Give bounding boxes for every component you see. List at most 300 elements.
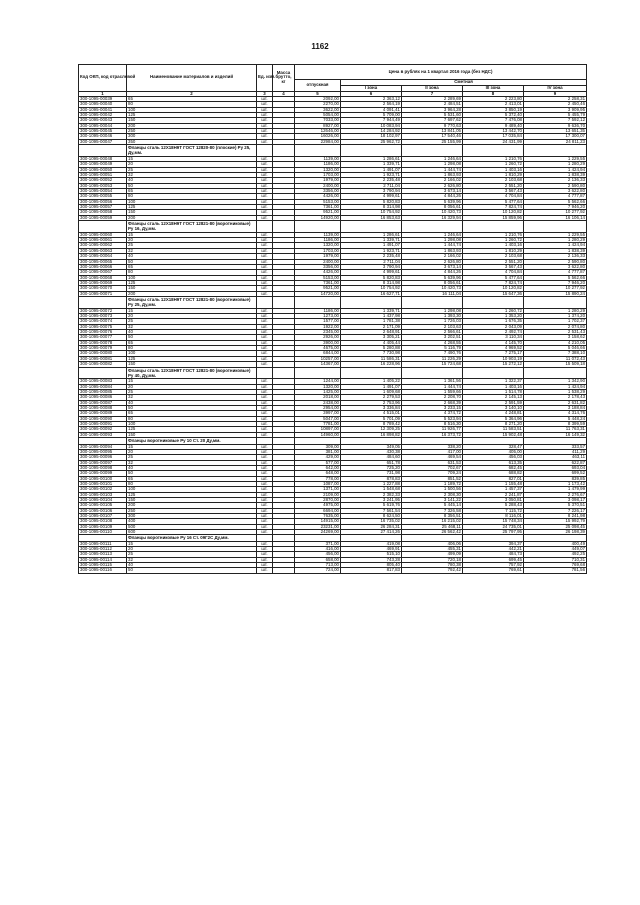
zone3-price-cell: 24 431,99 <box>463 139 524 144</box>
name-cell: 20 <box>127 162 257 167</box>
unit-cell: шт. <box>257 172 273 177</box>
zone1-price-cell: 4 405,44 <box>341 340 402 345</box>
name-cell: 150 <box>127 362 257 367</box>
zone3-price-cell: 1 210,76 <box>463 232 524 237</box>
zone3-price-cell: 394,37 <box>463 541 524 546</box>
zone3-price-cell: 3 110,34 <box>463 335 524 340</box>
zone3-price-cell: 3 567,43 <box>463 188 524 193</box>
zone2-price-cell: 5 523,94 <box>402 416 463 421</box>
zone1-price-cell: 2 564,19 <box>341 102 402 107</box>
zone1-price-cell: 878,83 <box>341 476 402 481</box>
release-price-cell: 4975,00 <box>295 503 341 508</box>
section-title: Фланцы воротниковые Ру 10 Ст. 20 Ду,мм. <box>127 438 257 444</box>
release-price-cell: 1979,00 <box>295 178 341 183</box>
name-cell: 32 <box>127 324 257 329</box>
empty-cell <box>295 145 341 157</box>
name-cell: 150 <box>127 118 257 123</box>
zone3-price-cell: 3 850,19 <box>463 107 524 112</box>
zone4-price-cell: 11 072,43 <box>524 356 587 361</box>
unit-cell: шт. <box>257 275 273 280</box>
zone2-price-cell: 792,42 <box>402 568 463 573</box>
unit-cell: шт. <box>257 444 273 449</box>
zone4-price-cell: 1 424,94 <box>524 243 587 248</box>
table-header <box>79 65 587 97</box>
unit-cell: шт. <box>257 264 273 269</box>
zone2-price-cell: 10 420,73 <box>402 286 463 291</box>
zone1-price-cell: 1 286,61 <box>341 156 402 161</box>
release-price-cell: 3900,00 <box>295 340 341 345</box>
release-price-cell: 9521,00 <box>295 286 341 291</box>
release-price-cell: 456,00 <box>295 552 341 557</box>
code-cell: 300-1095-00099 <box>79 471 127 476</box>
code-cell: 300-1095-00052 <box>79 178 127 183</box>
release-price-cell: 3622,00 <box>295 107 341 112</box>
zone4-price-cell: 2 450,46 <box>524 102 587 107</box>
zone3-price-cell: 442,21 <box>463 547 524 552</box>
zone2-price-cell: 1 361,56 <box>402 379 463 384</box>
release-price-cell: 5054,00 <box>295 112 341 117</box>
release-price-cell: 2109,00 <box>295 492 341 497</box>
zone4-price-cell: 5 455,79 <box>524 112 587 117</box>
zone2-price-cell: 631,53 <box>402 460 463 465</box>
zone4-price-cell: 7 226,17 <box>524 508 587 513</box>
zone2-price-cell: 1 246,64 <box>402 232 463 237</box>
zone1-price-cell: 5 709,00 <box>341 112 402 117</box>
code-cell: 300-1095-00056 <box>79 199 127 204</box>
release-price-cell: 2400,00 <box>295 183 341 188</box>
name-cell: 125 <box>127 492 257 497</box>
code-cell: 300-1095-00095 <box>79 449 127 454</box>
column-number: 8 <box>463 91 524 96</box>
release-price-cell: 1273,00 <box>295 314 341 319</box>
unit-cell: шт. <box>257 139 273 144</box>
empty-cell <box>463 220 524 232</box>
name-cell: 80 <box>127 346 257 351</box>
code-cell: 300-1095-00044 <box>79 123 127 128</box>
code-cell: 300-1095-00110 <box>79 530 127 535</box>
zone3-price-cell: 2 492,74 <box>463 330 524 335</box>
unit-cell: шт. <box>257 270 273 275</box>
release-price-cell: 9521,00 <box>295 210 341 215</box>
empty-cell <box>463 145 524 157</box>
zone1-price-cell: 2 648,91 <box>341 330 402 335</box>
zone2-price-cell: 8 056,61 <box>402 204 463 209</box>
unit-cell: шт. <box>257 449 273 454</box>
code-cell: 300-1095-00053 <box>79 183 127 188</box>
unit-cell: шт. <box>257 390 273 395</box>
empty-cell <box>524 145 587 157</box>
zone4-price-cell: 5 562,66 <box>524 275 587 280</box>
zone4-price-cell: 1 280,29 <box>524 308 587 313</box>
zone1-price-cell: 18 102,97 <box>341 134 402 139</box>
release-price-cell: 12646,00 <box>295 129 341 134</box>
zone1-price-cell: 7 944,49 <box>341 118 402 123</box>
zone3-price-cell: 1 260,72 <box>463 308 524 313</box>
empty-cell <box>524 220 587 232</box>
code-cell: 300-1095-00055 <box>79 194 127 199</box>
unit-cell: шт. <box>257 568 273 573</box>
zone2-price-cell: 2 208,70 <box>402 395 463 400</box>
zone4-price-cell: 7 946,20 <box>524 204 587 209</box>
code-cell: 300-1095-00090 <box>79 416 127 421</box>
unit-cell: шт. <box>257 362 273 367</box>
zone1-price-cell: 1 227,88 <box>341 481 402 486</box>
empty-cell <box>402 367 463 379</box>
unit-cell: шт. <box>257 102 273 107</box>
column-number: 6 <box>341 91 402 96</box>
code-cell: 300-1095-00113 <box>79 552 127 557</box>
release-price-cell: 4426,00 <box>295 194 341 199</box>
release-price-cell: 22984,00 <box>295 139 341 144</box>
name-cell: 50 <box>127 406 257 411</box>
release-price-cell: 14915,00 <box>295 519 341 524</box>
unit-cell: шт. <box>257 379 273 384</box>
zone4-price-cell: 25 098,45 <box>524 524 587 529</box>
code-cell: 300-1095-00097 <box>79 460 127 465</box>
zone3-price-cell: 9 489,40 <box>463 123 524 128</box>
release-price-cell: 309,00 <box>295 444 341 449</box>
section-title: Фланцы сталь 12Х18Н9Т ГОСТ 12821-80 (воротниковые) Ру 16, Ду,мм. <box>127 220 257 232</box>
zone2-price-cell: 2 103,63 <box>402 324 463 329</box>
unit-cell: шт. <box>257 188 273 193</box>
zone2-price-cell: 3 964,28 <box>402 107 463 112</box>
zone2-price-cell: 1 444,74 <box>402 167 463 172</box>
name-cell: 100 <box>127 422 257 427</box>
zone4-price-cell: 2 074,80 <box>524 324 587 329</box>
zone3-price-cell: 7 275,17 <box>463 351 524 356</box>
zone1-price-cell: 2 235,48 <box>341 178 402 183</box>
zone3-price-cell: 24 735,01 <box>463 524 524 529</box>
code-cell: 300-1095-00047 <box>79 139 127 144</box>
zone3-price-cell: 5 288,43 <box>463 503 524 508</box>
unit-cell: шт. <box>257 162 273 167</box>
code-cell: 300-1095-00088 <box>79 406 127 411</box>
column-number: 5 <box>295 91 341 96</box>
name-cell: 32 <box>127 248 257 253</box>
zone3-price-cell: 1 514,78 <box>463 390 524 395</box>
release-price-cell: 5153,00 <box>295 275 341 280</box>
zone3-price-cell: 7 115,72 <box>463 508 524 513</box>
zone4-price-cell: 2 590,80 <box>524 183 587 188</box>
name-cell: 400 <box>127 519 257 524</box>
name-cell: 100 <box>127 487 257 492</box>
zone4-price-cell: 13 651,35 <box>524 129 587 134</box>
release-price-cell: 1425,00 <box>295 390 341 395</box>
zone3-price-cell: 757,92 <box>463 563 524 568</box>
unit-cell: шт. <box>257 194 273 199</box>
code-cell: 300-1095-00100 <box>79 476 127 481</box>
zone3-price-cell: 328,47 <box>463 444 524 449</box>
zone3-price-cell: 3 140,10 <box>463 406 524 411</box>
unit-cell: шт. <box>257 481 273 486</box>
zone1-price-cell: 651,78 <box>341 460 402 465</box>
zone2-price-cell: 1 444,74 <box>402 384 463 389</box>
zone2-price-cell: 10 420,73 <box>402 210 463 215</box>
zone4-price-cell: 2 631,82 <box>524 400 587 405</box>
zone4-price-cell: 1 374,20 <box>524 314 587 319</box>
zone3-price-cell: 1 403,16 <box>463 384 524 389</box>
name-cell: 300 <box>127 134 257 139</box>
release-price-cell: 16026,00 <box>295 134 341 139</box>
empty-cell <box>402 296 463 308</box>
zone4-price-cell: 4 314,76 <box>524 411 587 416</box>
unit-cell: шт. <box>257 406 273 411</box>
zone1-price-cell: 5 280,88 <box>341 346 402 351</box>
zone3-price-cell: 2 551,20 <box>463 183 524 188</box>
zone4-price-cell: 3 098,17 <box>524 497 587 502</box>
zone2-price-cell: 13 841,05 <box>402 129 463 134</box>
zone1-price-cell: 2 711,04 <box>341 259 402 264</box>
name-cell: 50 <box>127 335 257 340</box>
zone4-price-cell: 1 280,29 <box>524 162 587 167</box>
zone1-price-cell: 4 091,41 <box>341 107 402 112</box>
zone4-price-cell: 24 811,23 <box>524 139 587 144</box>
zone2-price-cell: 4 268,55 <box>402 340 463 345</box>
release-price-cell: 14960,00 <box>295 432 341 437</box>
zone1-price-cell: 10 083,94 <box>341 123 402 128</box>
code-cell: 300-1095-00115 <box>79 563 127 568</box>
name-cell: 100 <box>127 199 257 204</box>
release-price-cell: 1186,00 <box>295 162 341 167</box>
release-price-cell: 3356,00 <box>295 188 341 193</box>
release-price-cell: 10257,00 <box>295 356 341 361</box>
zone3-price-cell: 3 050,81 <box>463 497 524 502</box>
name-cell: 125 <box>127 427 257 432</box>
unit-cell: шт. <box>257 411 273 416</box>
zone2-price-cell: 3 202,51 <box>402 335 463 340</box>
zone1-price-cell: 3 241,95 <box>341 497 402 502</box>
release-price-cell: 5153,00 <box>295 199 341 204</box>
release-price-cell: 23231,00 <box>295 524 341 529</box>
zone2-price-cell: 1 298,08 <box>402 162 463 167</box>
zone3-price-cell: 688,82 <box>463 471 524 476</box>
unit-cell: шт. <box>257 248 273 253</box>
empty-cell <box>524 296 587 308</box>
zone1-price-cell: 817,83 <box>341 568 402 573</box>
name-cell: 25 <box>127 167 257 172</box>
zone1-price-cell: 4 515,01 <box>341 411 402 416</box>
zone1-price-cell: 8 314,98 <box>341 204 402 209</box>
zone4-price-cell: 11 763,31 <box>524 427 587 432</box>
zone3-price-cell: 1 260,72 <box>463 162 524 167</box>
code-cell: 300-1095-00039 <box>79 96 127 101</box>
zone2-price-cell: 11 926,77 <box>402 427 463 432</box>
section-title: Фланцы сталь 12Х18Н9Т ГОСТ 12820-80 (плоские) Ру 25, Ду,мм. <box>127 145 257 157</box>
zone2-price-cell: 4 374,72 <box>402 411 463 416</box>
zone3-price-cell: 4 704,84 <box>463 194 524 199</box>
section-title: Фланцы сталь 12Х18Н9Т ГОСТ 12821-80 (воротниковые) Ру 40, Ду,мм. <box>127 367 257 379</box>
zone4-price-cell: 7 946,20 <box>524 280 587 285</box>
name-cell: 15 <box>127 379 257 384</box>
empty-cell <box>341 296 402 308</box>
zone1-price-cell: 8 624,50 <box>341 513 402 518</box>
name-cell: 50 <box>127 259 257 264</box>
price-group-header: Цена в рублях на 1 квартал 2016 года (без НДС) <box>295 65 587 80</box>
zone2-price-cell: 5 639,96 <box>402 199 463 204</box>
name-cell: 40 <box>127 254 257 259</box>
zone4-price-cell: 16 106,14 <box>524 215 587 220</box>
code-cell: 300-1095-00096 <box>79 455 127 460</box>
zone4-price-cell: 2 258,31 <box>524 96 587 101</box>
unit-cell: шт. <box>257 291 273 296</box>
release-price-cell: 1139,00 <box>295 232 341 237</box>
name-cell: 20 <box>127 314 257 319</box>
unit-cell: шт. <box>257 455 273 460</box>
zone1-price-cell: 2 235,48 <box>341 254 402 259</box>
column-number: 3 <box>257 91 273 96</box>
zone1-price-cell: 3 336,84 <box>341 406 402 411</box>
name-cell: 40 <box>127 400 257 405</box>
zone3-price-cell: 2 551,20 <box>463 259 524 264</box>
unit-cell: шт. <box>257 156 273 161</box>
unit-cell: шт. <box>257 134 273 139</box>
zone3-price-cell: 4 145,70 <box>463 340 524 345</box>
zone1-price-cell: 3 790,94 <box>341 264 402 269</box>
zone4-price-cell: 1 342,90 <box>524 379 587 384</box>
zone1-price-cell: 4 999,61 <box>341 194 402 199</box>
name-cell: 65 <box>127 264 257 269</box>
zone4-price-cell: 4 210,05 <box>524 340 587 345</box>
name-cell: 100 <box>127 275 257 280</box>
zone4-price-cell: 2 531,43 <box>524 330 587 335</box>
code-cell: 300-1095-00104 <box>79 497 127 502</box>
release-price-cell: 778,00 <box>295 476 341 481</box>
estimate-group-header: Сметная <box>341 80 587 86</box>
zone2-price-cell: 1 298,08 <box>402 238 463 243</box>
zone3-price-cell: 1 322,37 <box>463 379 524 384</box>
zone1-price-cell: 805,40 <box>341 563 402 568</box>
code-cell: 300-1095-00114 <box>79 557 127 562</box>
unit-cell: шт. <box>257 465 273 470</box>
release-price-cell: 648,00 <box>295 471 341 476</box>
unit-cell: шт. <box>257 308 273 313</box>
section-code-cell <box>79 367 127 379</box>
name-cell: 300 <box>127 513 257 518</box>
zone3-price-cell: 15 902,48 <box>463 432 524 437</box>
code-cell: 300-1095-00073 <box>79 314 127 319</box>
zone1-price-cell: 16 627,71 <box>341 291 402 296</box>
unit-cell: шт. <box>257 541 273 546</box>
unit-cell: шт. <box>257 204 273 209</box>
zone4-price-cell: 1 838,39 <box>524 248 587 253</box>
name-cell: 500 <box>127 524 257 529</box>
release-price-cell: 7781,00 <box>295 422 341 427</box>
name-cell: 20 <box>127 238 257 243</box>
zone2-price-cell: 5 116,79 <box>402 346 463 351</box>
zone1-price-cell: 484,60 <box>341 455 402 460</box>
zone1-price-cell: 3 305,21 <box>341 335 402 340</box>
zone2-price-cell: 2 484,51 <box>402 102 463 107</box>
code-cell: 300-1095-00092 <box>79 427 127 432</box>
release-price-cell: 1186,00 <box>295 308 341 313</box>
unit-cell: шт. <box>257 524 273 529</box>
release-price-cell: 416,00 <box>295 547 341 552</box>
zone2-price-cell: 8 356,51 <box>402 513 463 518</box>
mass-column-header: Масса брутто, кг <box>273 65 295 92</box>
unit-cell: шт. <box>257 497 273 502</box>
zone4-price-cell: 10 277,92 <box>524 286 587 291</box>
empty-cell <box>257 220 273 232</box>
code-cell: 300-1095-00061 <box>79 238 127 243</box>
name-cell: 25 <box>127 552 257 557</box>
column-number: 9 <box>524 91 587 96</box>
code-cell: 300-1095-00072 <box>79 308 127 313</box>
zone3-price-cell: 8 271,20 <box>463 422 524 427</box>
section-title: Фланцы воротниковые Ру 16 Ст. 09Г2С Ду,мм. <box>127 535 257 541</box>
code-cell: 300-1095-00065 <box>79 259 127 264</box>
zone1-price-cell: 16 228,96 <box>341 362 402 367</box>
name-cell: 25 <box>127 319 257 324</box>
zone4-price-cell: 7 592,12 <box>524 118 587 123</box>
code-cell: 300-1095-00069 <box>79 280 127 285</box>
zone3-price-cell: 10 120,82 <box>463 286 524 291</box>
unit-cell: шт. <box>257 112 273 117</box>
name-cell: 50 <box>127 568 257 573</box>
zone2-price-cell: 8 056,61 <box>402 280 463 285</box>
zone4-price-cell: 1 173,42 <box>524 481 587 486</box>
zone4-price-cell: 8 399,59 <box>524 422 587 427</box>
name-cell: 125 <box>127 356 257 361</box>
zone4-price-cell: 15 509,18 <box>524 362 587 367</box>
code-cell: 300-1095-00040 <box>79 102 127 107</box>
name-cell: 125 <box>127 280 257 285</box>
zone3-price-cell: 2 241,87 <box>463 492 524 497</box>
name-cell: 15 <box>127 308 257 313</box>
name-cell: 32 <box>127 395 257 400</box>
zone2-price-cell: 3 233,15 <box>402 406 463 411</box>
zone2-price-cell: 9 770,63 <box>402 123 463 128</box>
zone3-price-cell: 1 810,29 <box>463 172 524 177</box>
release-price-cell: 1703,00 <box>295 172 341 177</box>
zone1-price-cell: 725,20 <box>341 465 402 470</box>
zone2-price-cell: 1 298,08 <box>402 308 463 313</box>
zone1-price-cell: 743,28 <box>341 557 402 562</box>
zone3-price-cell: 5 477,64 <box>463 199 524 204</box>
release-price-cell: 14920,00 <box>295 215 341 220</box>
release-price-cell: 2870,00 <box>295 497 341 502</box>
zone4-price-cell: 1 280,29 <box>524 238 587 243</box>
zone3-price-cell: 1 210,76 <box>463 156 524 161</box>
name-cell: 80 <box>127 194 257 199</box>
code-cell: 300-1095-00086 <box>79 395 127 400</box>
release-price-cell: 2400,00 <box>295 259 341 264</box>
release-price-cell: 713,00 <box>295 563 341 568</box>
release-price-cell: 14720,00 <box>295 291 341 296</box>
zone4-price-cell: 1 479,99 <box>524 487 587 492</box>
zone2-price-cell: 5 639,96 <box>402 275 463 280</box>
code-cell: 300-1095-00112 <box>79 547 127 552</box>
name-column-header: Наименование материалов и изделий <box>127 65 257 92</box>
zone2-price-cell: 709,24 <box>402 471 463 476</box>
name-cell: 250 <box>127 129 257 134</box>
zone4-price-cell: 492,25 <box>524 552 587 557</box>
name-cell: 80 <box>127 270 257 275</box>
empty-cell <box>257 145 273 157</box>
name-cell: 25 <box>127 390 257 395</box>
zone2-price-cell: 1 726,03 <box>402 319 463 324</box>
zone3-price-cell: 25 797,95 <box>463 530 524 535</box>
name-cell: 32 <box>127 557 257 562</box>
unit-cell: шт. <box>257 416 273 421</box>
zone4-price-cell: 3 158,62 <box>524 335 587 340</box>
zone3-price-cell: 405,00 <box>463 449 524 454</box>
unit-cell: шт. <box>257 118 273 123</box>
zone2-price-cell: 851,52 <box>402 476 463 481</box>
empty-cell <box>463 296 524 308</box>
zone2-price-cell: 1 500,56 <box>402 487 463 492</box>
name-cell: 200 <box>127 291 257 296</box>
zone4-price-cell: 3 622,80 <box>524 264 587 269</box>
